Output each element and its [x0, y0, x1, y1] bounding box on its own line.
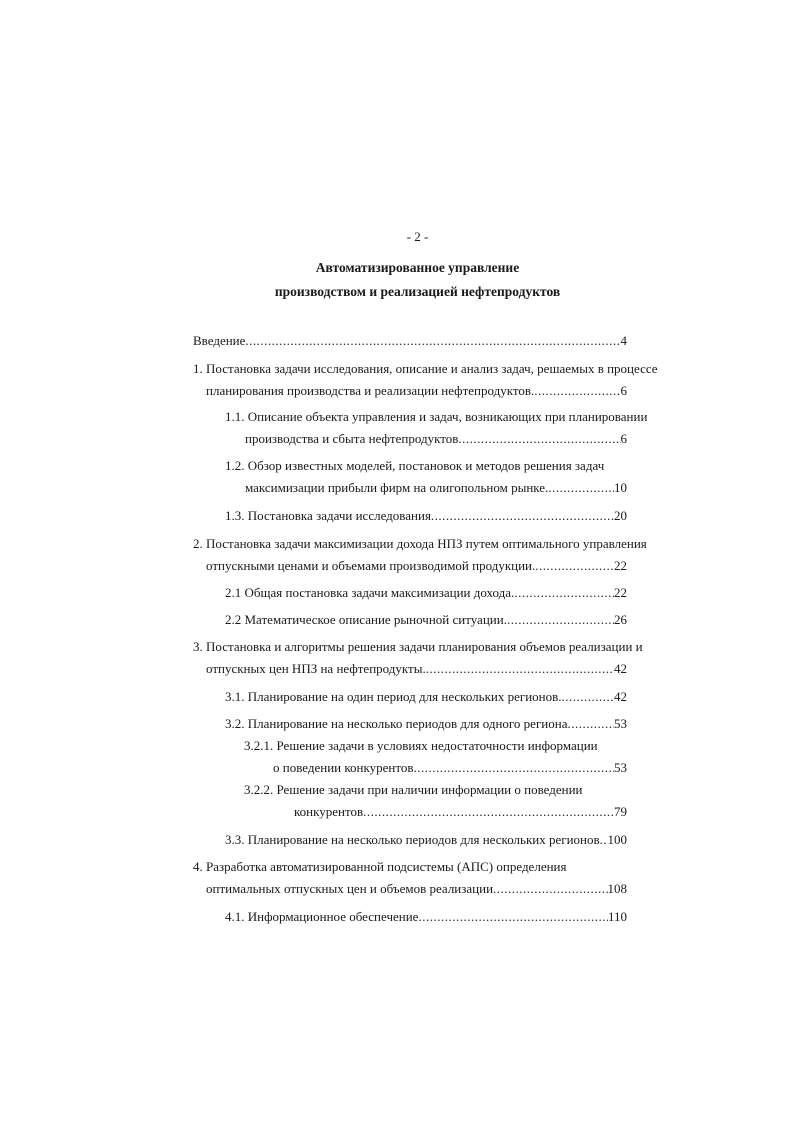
toc-entry-2 — [206, 557, 627, 575]
toc-entry-2-1 — [225, 584, 627, 602]
toc-entry-1-1 — [245, 430, 627, 448]
toc-page-number: 42 — [614, 661, 627, 676]
toc-page-number: 110 — [607, 909, 627, 924]
toc-entry-1-3 — [225, 507, 627, 525]
toc-entry-text: производства и сбыта нефтепродуктов — [245, 431, 459, 446]
toc-page-number: 22 — [614, 558, 627, 573]
document-title-line-2: производством и реализацией нефтепродуктов — [274, 284, 561, 299]
toc-entry-text: отпускных цен НПЗ на нефтепродукты. — [206, 661, 426, 676]
toc-page-number: 53 — [614, 760, 627, 775]
toc-page-number: 6 — [620, 383, 627, 398]
toc-entry-1-line-1: 1. Постановка задачи исследования, описание и анализ задач, решаемых в процессе — [193, 361, 658, 376]
toc-entry-text: планирования производства и реализации нефтепродуктов. — [206, 383, 535, 398]
toc-page-number: 22 — [614, 585, 627, 600]
toc-page-number: 4 — [620, 333, 627, 348]
toc-entry-2-2 — [225, 611, 627, 629]
toc-entry-3-2-2-line-1: 3.2.2. Решение задачи при наличии информации о поведении — [244, 782, 583, 797]
toc-entry-text: 3.1. Планирование на один период для нескольких регионов. — [225, 689, 562, 704]
toc-entry-2-line-1: 2. Постановка задачи максимизации дохода НПЗ путем оптимального управления — [193, 536, 647, 551]
toc-page-number: 26 — [614, 612, 627, 627]
toc-entry-3 — [206, 660, 627, 678]
toc-page-number: 79 — [614, 804, 627, 819]
toc-entry-1-2-line-1: 1.2. Обзор известных моделей, постановок и методов решения задач — [225, 458, 605, 473]
toc-entry-4-1 — [225, 908, 627, 926]
toc-entry-3-2-2 — [294, 803, 627, 821]
toc-page-number: 53 — [614, 716, 627, 731]
page-number: - 2 - — [406, 229, 429, 244]
toc-page-number: 108 — [607, 881, 627, 896]
toc-entry-1-2 — [245, 479, 627, 497]
toc-entry-text: Введение — [193, 333, 246, 348]
toc-entry-text: 3.2. Планирование на несколько периодов для одного региона — [225, 716, 568, 731]
toc-page-number: 42 — [614, 689, 627, 704]
toc-entry-text: 2.2 Математическое описание рыночной ситуации. — [225, 612, 507, 627]
toc-entry-3-line-1: 3. Постановка и алгоритмы решения задачи планирования объемов реализации и — [193, 639, 643, 654]
toc-page-number: 10 — [614, 480, 627, 495]
toc-entry-3-1 — [225, 688, 627, 706]
document-title-line-1: Автоматизированное управление — [315, 260, 520, 275]
toc-entry-text: 4.1. Информационное обеспечение — [225, 909, 419, 924]
toc-page-number: 20 — [614, 508, 627, 523]
toc-page-number: 100 — [607, 832, 627, 847]
toc-entry-3-2 — [225, 715, 627, 733]
toc-entry-4 — [206, 880, 627, 898]
toc-entry-text: максимизации прибыли фирм на олигопольном рынке. — [245, 480, 549, 495]
toc-entry-text: оптимальных отпускных цен и объемов реализации — [206, 881, 494, 896]
toc-entry-text: 3.3. Планирование на несколько периодов для нескольких регионов — [225, 832, 600, 847]
toc-entry-intro — [193, 332, 627, 350]
toc-entry-3-2-1-line-1: 3.2.1. Решение задачи в условиях недостаточности информации — [244, 738, 598, 753]
toc-entry-4-line-1: 4. Разработка автоматизированной подсистемы (АПС) определения — [193, 859, 567, 874]
toc-page-number: 6 — [620, 431, 627, 446]
toc-entry-text: конкурентов — [294, 804, 364, 819]
toc-entry-text: о поведении конкурентов — [273, 760, 414, 775]
toc-entry-3-2-1 — [273, 759, 627, 777]
toc-entry-3-3 — [225, 831, 627, 849]
toc-entry-1-1-line-1: 1.1. Описание объекта управления и задач, возникающих при планировании — [225, 409, 648, 424]
toc-entry-text: 2.1 Общая постановка задачи максимизации дохода. — [225, 585, 515, 600]
toc-entry-1 — [206, 382, 627, 400]
toc-entry-text: отпускными ценами и объемами производимой продукции. — [206, 558, 536, 573]
toc-entry-text: 1.3. Постановка задачи исследования — [225, 508, 431, 523]
